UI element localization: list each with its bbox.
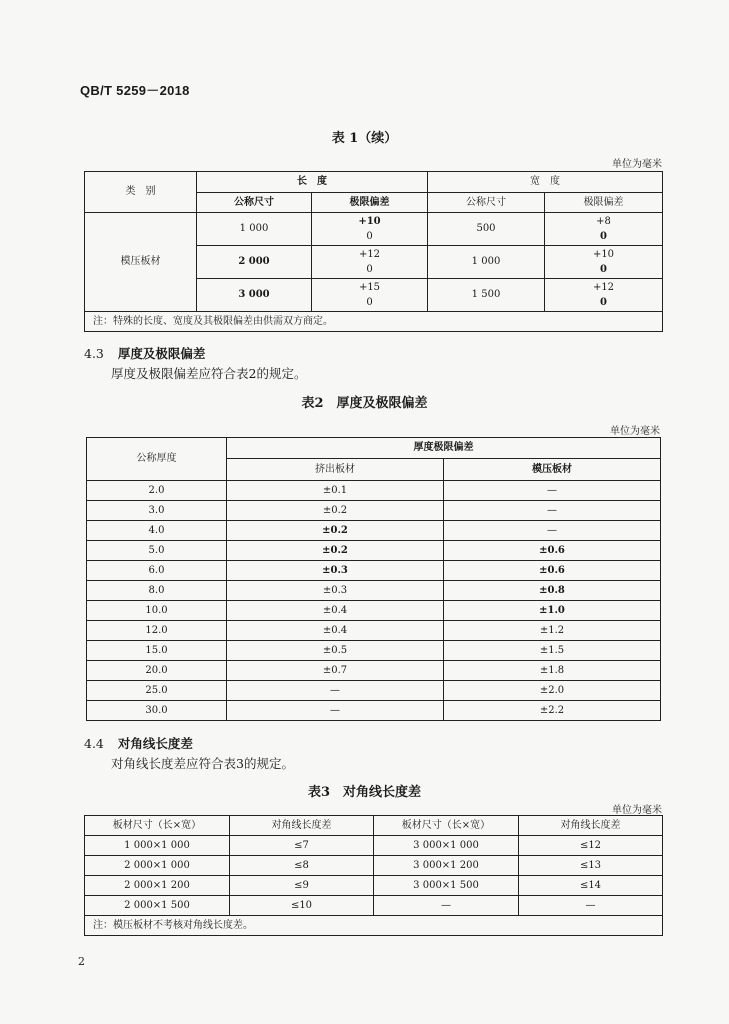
t2-molded: ±0.6 [444, 541, 661, 561]
t2-thickness: 3.0 [87, 501, 227, 521]
section-4-4-body: 对角线长度差应符合表3的规定。 [111, 756, 294, 771]
t2-extruded: ±0.1 [227, 481, 444, 501]
t2-molded: ±2.0 [444, 681, 661, 701]
t2-extruded: ±0.2 [227, 521, 444, 541]
t2-head-extruded: 挤出板材 [227, 459, 444, 481]
t2-thickness: 30.0 [87, 701, 227, 721]
t3-size-right: 3 000×1 500 [374, 876, 519, 896]
t2-thickness: 6.0 [87, 561, 227, 581]
t1-length-size: 3 000 [197, 279, 312, 312]
t3-head-diag-right: 对角线长度差 [519, 816, 663, 836]
t3-diag-left: ≤8 [230, 856, 374, 876]
t2-thickness: 15.0 [87, 641, 227, 661]
t1-head-length-dev: 极限偏差 [312, 193, 428, 213]
t3-diag-left: ≤7 [230, 836, 374, 856]
t3-head-diag-left: 对角线长度差 [230, 816, 374, 836]
t2-thickness: 8.0 [87, 581, 227, 601]
t2-molded: ±0.6 [444, 561, 661, 581]
t2-molded: ±1.8 [444, 661, 661, 681]
table1-caption: 表 1（续） [331, 131, 398, 146]
section-4-4-heading [84, 734, 193, 752]
t3-diag-right: — [519, 896, 663, 916]
t2-thickness: 10.0 [87, 601, 227, 621]
t2-extruded: ±0.7 [227, 661, 444, 681]
table2 [86, 437, 661, 721]
t2-extruded: — [227, 681, 444, 701]
t1-width-size: 1 500 [428, 279, 545, 312]
t3-diag-right: ≤13 [519, 856, 663, 876]
table3 [84, 815, 663, 936]
t1-head-category: 类 别 [85, 172, 197, 213]
section-4-3-body: 厚度及极限偏差应符合表2的规定。 [111, 366, 307, 381]
t2-extruded: ±0.3 [227, 581, 444, 601]
t2-head-nominal-thickness: 公称厚度 [87, 438, 227, 481]
t2-head-thickness-deviation: 厚度极限偏差 [227, 438, 661, 459]
t1-width-dev: +12 0 [545, 279, 663, 312]
t3-note: 注：模压板材不考核对角线长度差。 [85, 916, 663, 936]
t2-thickness: 5.0 [87, 541, 227, 561]
section-title: 厚度及极限偏差 [117, 346, 206, 361]
t1-note: 注：特殊的长度、宽度及其极限偏差由供需双方商定。 [85, 312, 663, 332]
t1-length-size: 2 000 [197, 246, 312, 279]
t2-extruded: ±0.2 [227, 501, 444, 521]
t3-size-left: 1 000×1 000 [85, 836, 230, 856]
t3-head-size-left: 板材尺寸（长×宽） [85, 816, 230, 836]
standard-code: QB/T 5259－2018 [80, 83, 190, 98]
t1-length-dev: +12 0 [312, 246, 428, 279]
t1-head-length-size: 公称尺寸 [197, 193, 312, 213]
section-number: 4.4 [84, 736, 104, 751]
t1-width-size: 500 [428, 213, 545, 246]
t2-extruded: ±0.4 [227, 621, 444, 641]
t3-size-right: 3 000×1 200 [374, 856, 519, 876]
t2-thickness: 25.0 [87, 681, 227, 701]
t1-head-length: 长 度 [197, 172, 428, 193]
t1-head-width-size: 公称尺寸 [428, 193, 545, 213]
t2-molded: ±1.0 [444, 601, 661, 621]
t3-size-left: 2 000×1 200 [85, 876, 230, 896]
t2-thickness: 4.0 [87, 521, 227, 541]
t2-thickness: 2.0 [87, 481, 227, 501]
t2-extruded: ±0.3 [227, 561, 444, 581]
t2-extruded: ±0.5 [227, 641, 444, 661]
table2-caption: 表2 厚度及极限偏差 [301, 396, 428, 411]
t2-molded: — [444, 481, 661, 501]
t1-length-dev: +10 0 [312, 213, 428, 246]
t3-size-right: 3 000×1 000 [374, 836, 519, 856]
t3-diag-left: ≤9 [230, 876, 374, 896]
t3-diag-left: ≤10 [230, 896, 374, 916]
table1-unit: 单位为毫米 [612, 159, 662, 170]
t1-category-value: 模压板材 [85, 213, 197, 312]
table2-unit: 单位为毫米 [610, 426, 660, 437]
section-4-3-heading [84, 344, 205, 362]
t2-molded: ±1.5 [444, 641, 661, 661]
t1-width-size: 1 000 [428, 246, 545, 279]
t2-thickness: 12.0 [87, 621, 227, 641]
t2-thickness: 20.0 [87, 661, 227, 681]
t2-extruded: ±0.2 [227, 541, 444, 561]
t3-size-left: 2 000×1 500 [85, 896, 230, 916]
t2-head-molded: 模压板材 [444, 459, 661, 481]
table3-unit: 单位为毫米 [612, 805, 662, 816]
t3-size-left: 2 000×1 000 [85, 856, 230, 876]
t3-diag-right: ≤12 [519, 836, 663, 856]
t2-molded: ±1.2 [444, 621, 661, 641]
t3-head-size-right: 板材尺寸（长×宽） [374, 816, 519, 836]
t1-length-size: 1 000 [197, 213, 312, 246]
t2-molded: ±0.8 [444, 581, 661, 601]
t2-extruded: ±0.4 [227, 601, 444, 621]
t2-molded: ±2.2 [444, 701, 661, 721]
t1-length-dev: +15 0 [312, 279, 428, 312]
table1 [84, 171, 663, 332]
t3-diag-right: ≤14 [519, 876, 663, 896]
t2-extruded: — [227, 701, 444, 721]
t1-width-dev: +10 0 [545, 246, 663, 279]
t1-width-dev: +8 0 [545, 213, 663, 246]
t3-size-right: — [374, 896, 519, 916]
table3-caption: 表3 对角线长度差 [307, 785, 422, 800]
section-title: 对角线长度差 [117, 736, 193, 751]
t1-head-width-dev: 极限偏差 [545, 193, 663, 213]
t2-molded: — [444, 501, 661, 521]
t2-molded: — [444, 521, 661, 541]
section-number: 4.3 [84, 346, 104, 361]
page-number: 2 [78, 955, 85, 968]
t1-head-width: 宽 度 [428, 172, 663, 193]
